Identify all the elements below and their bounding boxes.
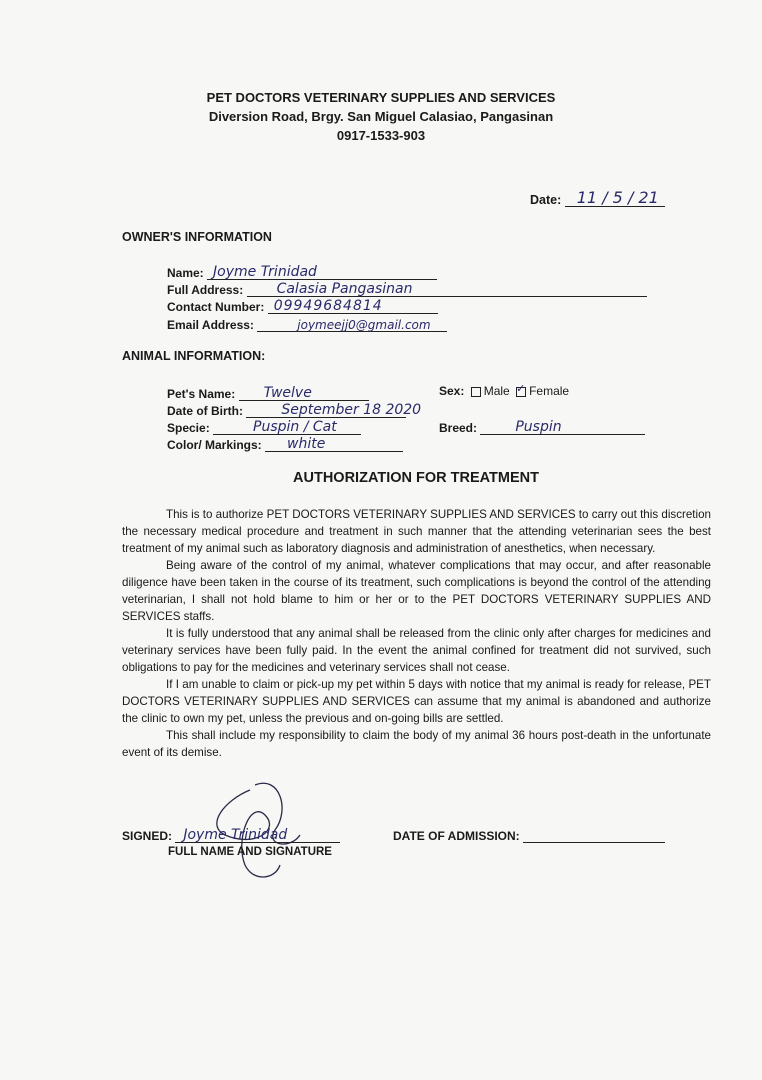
company-address: Diversion Road, Brgy. San Miguel Calasiao, Pangasinan xyxy=(208,109,554,124)
color-value: white xyxy=(287,436,326,452)
authorization-paragraph: This is to authorize PET DOCTORS VETERINARY SUPPLIES AND SERVICES to carry out this discretion the necessary medical procedure and treatment in such manner that the attending veterinarian sees the best treatment of my animal such as laboratory diagnosis and administration of anesthetics, when necessary. xyxy=(122,508,711,555)
animal-section-title: ANIMAL INFORMATION: xyxy=(122,349,266,363)
owner-email-line[interactable] xyxy=(257,315,447,332)
date-line[interactable] xyxy=(565,190,665,207)
authorization-title: AUTHORIZATION FOR TREATMENT xyxy=(293,470,539,486)
signed-field xyxy=(122,826,340,843)
specie-field xyxy=(167,418,361,435)
owner-address-line[interactable] xyxy=(247,280,647,297)
pet-name-value: Twelve xyxy=(263,385,312,401)
sex-label: Sex: xyxy=(439,384,465,398)
breed-value: Puspin xyxy=(515,419,562,435)
signature-caption: FULL NAME AND SIGNATURE xyxy=(168,846,332,858)
owner-name-field xyxy=(167,263,437,280)
admission-line[interactable] xyxy=(523,826,665,843)
pet-name-line[interactable] xyxy=(239,384,369,401)
admission-label: DATE OF ADMISSION: xyxy=(393,829,520,843)
owner-contact-label: Contact Number: xyxy=(167,300,265,314)
authorization-paragraph: If I am unable to claim or pick-up my pet within 5 days with notice that my animal is ready for release, PET DOCTORS VETERINARY SUPPLIES AND SERVICES can assume that my animal is abandoned and authorize the clinic to own my pet, unless the previous and on-going bills are settled. xyxy=(122,678,711,725)
authorization-paragraph: It is fully understood that any animal shall be released from the clinic only after charges for medicines and veterinary services have been fully paid. In the event the animal confined for treatment did not survived, such obligations to pay for the medicines and veterinary services shall not cease. xyxy=(122,627,711,674)
owner-address-label: Full Address: xyxy=(167,283,244,297)
male-label: Male xyxy=(483,384,510,398)
owner-email-value: joymeejj0@gmail.com xyxy=(297,318,431,332)
company-name: PET DOCTORS VETERINARY SUPPLIES AND SERVICES xyxy=(206,90,556,105)
owner-address-field xyxy=(167,280,647,297)
dob-label: Date of Birth: xyxy=(167,404,243,418)
pet-name-field xyxy=(167,384,369,401)
date-value: 11 / 5 / 21 xyxy=(576,188,659,207)
admission-field xyxy=(393,826,665,843)
letterhead xyxy=(0,88,762,145)
breed-line[interactable] xyxy=(480,418,645,435)
date-label: Date: xyxy=(530,193,562,207)
sex-field xyxy=(439,384,569,398)
male-checkbox[interactable] xyxy=(471,387,481,397)
owner-contact-line[interactable] xyxy=(268,297,438,314)
breed-label: Breed: xyxy=(439,421,478,435)
dob-value: September 18 2020 xyxy=(281,402,422,418)
female-label: Female xyxy=(529,384,570,398)
signed-value: Joyme Trinidad xyxy=(183,827,288,843)
specie-value: Puspin / Cat xyxy=(253,419,337,435)
authorization-paragraph: This shall include my responsibility to claim the body of my animal 36 hours post-death in the unfortunate event of its demise. xyxy=(122,729,711,759)
owner-name-line[interactable] xyxy=(207,263,437,280)
authorization-body xyxy=(122,506,711,761)
owner-name-value: Joyme Trinidad xyxy=(213,264,317,280)
owner-contact-field xyxy=(167,297,438,314)
color-label: Color/ Markings: xyxy=(167,438,262,452)
specie-label: Specie: xyxy=(167,421,210,435)
dob-line[interactable] xyxy=(246,401,422,418)
specie-line[interactable] xyxy=(213,418,361,435)
breed-field xyxy=(439,418,645,435)
signed-line[interactable] xyxy=(175,826,340,843)
date-field xyxy=(530,190,665,207)
authorization-paragraph: Being aware of the control of my animal, whatever complications that may occur, and after reasonable diligence have been taken in the course of its treatment, such complications is beyond the control of the attending veterinarian, I shall not hold blame to him or her or to the PET DOCTORS VETERINARY SUPPLIES AND SERVICES staffs. xyxy=(122,559,711,623)
pet-name-label: Pet's Name: xyxy=(167,387,236,401)
owner-email-label: Email Address: xyxy=(167,318,254,332)
owner-name-label: Name: xyxy=(167,266,204,280)
color-field xyxy=(167,435,403,452)
female-checkbox[interactable] xyxy=(516,387,526,397)
owner-contact-value: 09949684814 xyxy=(273,298,383,314)
owner-email-field xyxy=(167,315,447,332)
signed-label: SIGNED: xyxy=(122,829,173,843)
dob-field xyxy=(167,401,422,418)
color-line[interactable] xyxy=(265,435,403,452)
company-phone: 0917-1533-903 xyxy=(336,128,426,143)
owner-address-value: Calasia Pangasinan xyxy=(276,281,413,297)
owner-section-title: OWNER'S INFORMATION xyxy=(122,230,272,244)
